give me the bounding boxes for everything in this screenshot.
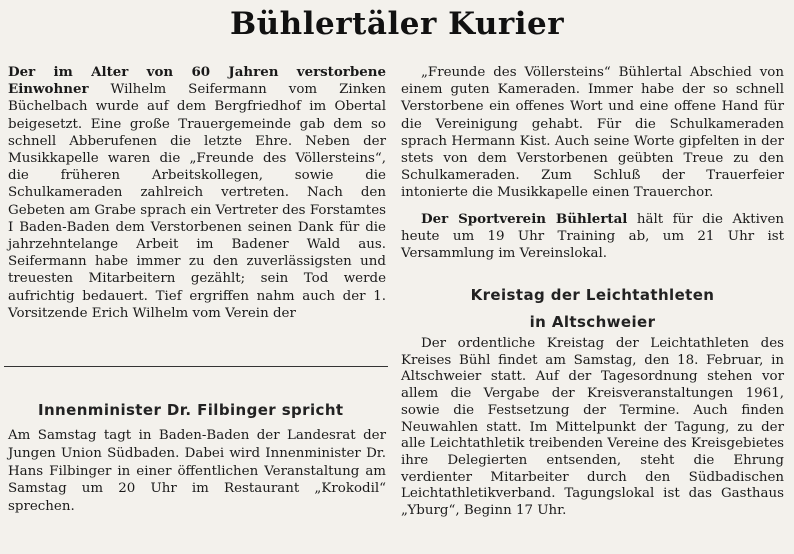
kreistag-headline-line2: in Altschweier [529, 313, 656, 331]
filbinger-article [8, 427, 386, 516]
filbinger-headline: Innenminister Dr. Filbinger spricht [38, 401, 344, 419]
kreistag-text: Der ordentliche Kreistag der Leichtathleten des Kreises Bühl findet am Samstag, den 18. Februar, in Altschweier statt. Auf der Tagesordnung stehen vor allem die Vergabe der Kreisveranstaltungen 1961, sowie die Festsetzung der Termine. Auch finden Neuwahlen statt. Im Mittelpunkt der Tagung, zu der alle Leichtathletik treibenden Vereine des Kreisgebietes ihre Delegierten entsenden, steht die Ehrung verdienter Mitarbeiter durch den Südbadischen Leichtathletikverband. Tagungslokal ist das Gasthaus „Yburg“, Beginn 17 Uhr. [401, 336, 784, 519]
obituary-article [8, 64, 386, 322]
sport-article [401, 211, 784, 263]
sport-lead: Der Sportverein Bühlertal [421, 210, 628, 227]
kreistag-headline [401, 282, 784, 336]
kreistag-headline-line1: Kreistag der Leichtathleten [470, 286, 715, 304]
newspaper-masthead: Bühlertäler Kurier [229, 6, 565, 42]
filbinger-text: Am Samstag tagt in Baden-Baden der Landesrat der Jungen Union Südbaden. Dabei wird Innenminister Dr. Hans Filbinger in einer öffentlichen Veranstaltung am Samstag um 20 Uhr im Restaurant „Krokodil“ sprechen. [8, 428, 386, 515]
sport-text: hält für die Aktiven heute um 19 Uhr Training ab, um 21 Uhr ist Versammlung im Vereinslokal. [401, 211, 785, 262]
obituary-continuation: „Freunde des Völlersteins“ Bühlertal Abschied von einem guten Kameraden. Immer habe der so schnell Verstorbene ein offenes Wort und eine offene Hand für die Vereinigung gehabt. Für die Schulkameraden sprach Hermann Kist. Auch seine Worte gipfelten in der stets von dem Verstorbenen geübten Treue zu den Schulkameraden. Zum Schluß der Trauerfeier intonierte die Musikkapelle einen Trauerchor. [401, 65, 784, 201]
obituary-text: Wilhelm Seifermann vom Zinken Büchelbach wurde auf dem Bergfriedhof im Obertal beigesetzt. Eine große Trauergemeinde gab dem so schnell Abberufenen die letzte Ehre. Neben der Musikkapelle waren die „Freunde des Völlersteins“, die früheren Arbeitskollegen, sowie die Schulkameraden zahlreich vertreten. Nach den Gebeten am Grabe sprach ein Vertreter des Forstamtes I Baden-Baden dem Verstorbenen seinen Dank für die jahrzehntelange Arbeit im Badener Wald aus. Seifermann habe immer zu den zuverlässigsten und treuesten Mitarbeitern gezählt; sein Tod werde aufrichtig bedauert. Tief ergriffen nahm auch der 1. Vorsitzende Erich Wilhelm vom Verein der [8, 82, 386, 321]
obituary-continuation-column [401, 64, 784, 262]
column-divider-rule [4, 366, 388, 367]
obituary-lead: Der im Alter von 60 Jahren verstorbene Einwohner [8, 64, 386, 98]
kreistag-article [401, 336, 784, 520]
